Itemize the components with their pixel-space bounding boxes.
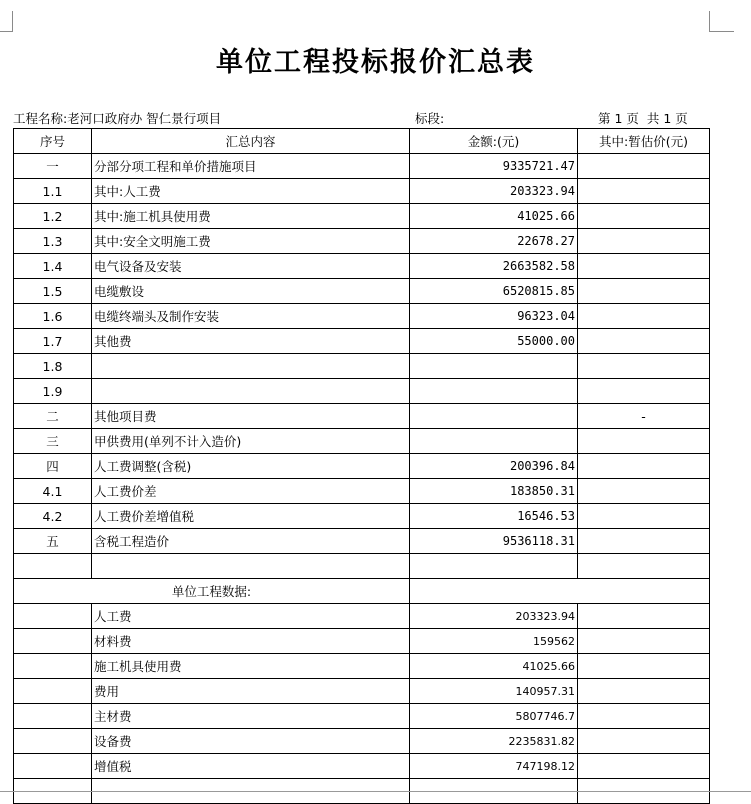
row-no: 1.1 [14, 179, 92, 204]
crop-mark-left-h [0, 31, 13, 32]
data-row [14, 679, 710, 704]
row-no: 四 [14, 454, 92, 479]
row-no: 1.5 [14, 279, 92, 304]
data-row-label: 费用 [92, 679, 410, 704]
data-row-provisional [578, 729, 710, 754]
row-content: 其中:施工机具使用费 [92, 204, 410, 229]
row-no: 1.8 [14, 354, 92, 379]
row-provisional [578, 354, 710, 379]
row-provisional [578, 154, 710, 179]
summary-table [13, 128, 710, 804]
row-content: 其他费 [92, 329, 410, 354]
data-row-label: 施工机具使用费 [92, 654, 410, 679]
data-row-amount: 159562 [410, 629, 578, 654]
data-row-no [14, 704, 92, 729]
data-row-provisional [578, 754, 710, 779]
data-row-label: 设备费 [92, 729, 410, 754]
row-content: 人工费价差 [92, 479, 410, 504]
crop-mark-right-v [709, 11, 710, 31]
table-row [14, 479, 710, 504]
header-amount: 金额:(元) [410, 129, 578, 154]
data-row-label: 增值税 [92, 754, 410, 779]
project-name: 工程名称:老河口政府办 智仁景行项目 [13, 111, 222, 126]
row-content [92, 379, 410, 404]
header-provisional: 其中:暂估价(元) [578, 129, 710, 154]
row-no: 三 [14, 429, 92, 454]
header-row [14, 129, 710, 154]
row-amount: 2663582.58 [410, 254, 578, 279]
table-row [14, 404, 710, 429]
header-no: 序号 [14, 129, 92, 154]
page-info: 第 1 页 共 1 页 [598, 111, 688, 126]
table-row [14, 279, 710, 304]
table-row [14, 229, 710, 254]
empty-cell [578, 579, 710, 604]
data-row-amount: 140957.31 [410, 679, 578, 704]
row-amount: 9536118.31 [410, 529, 578, 554]
row-provisional [578, 179, 710, 204]
section-label: 标段: [415, 111, 445, 126]
row-content: 其中:安全文明施工费 [92, 229, 410, 254]
row-provisional [578, 379, 710, 404]
row-content [92, 354, 410, 379]
row-amount: 16546.53 [410, 504, 578, 529]
row-amount: 183850.31 [410, 479, 578, 504]
row-no: 一 [14, 154, 92, 179]
header-content: 汇总内容 [92, 129, 410, 154]
data-row-label: 人工费 [92, 604, 410, 629]
row-amount [410, 429, 578, 454]
page-bottom-border [0, 791, 751, 792]
data-row-amount: 5807746.7 [410, 704, 578, 729]
row-content [92, 554, 410, 579]
data-row [14, 629, 710, 654]
data-row-amount: 203323.94 [410, 604, 578, 629]
row-no: 五 [14, 529, 92, 554]
row-amount: 9335721.47 [410, 154, 578, 179]
data-row-provisional [578, 704, 710, 729]
row-amount: 200396.84 [410, 454, 578, 479]
row-provisional [578, 429, 710, 454]
row-no: 二 [14, 404, 92, 429]
data-row [14, 729, 710, 754]
row-content: 含税工程造价 [92, 529, 410, 554]
row-provisional [578, 304, 710, 329]
row-content: 其中:人工费 [92, 179, 410, 204]
row-amount [410, 404, 578, 429]
row-content: 人工费调整(含税) [92, 454, 410, 479]
row-no: 4.1 [14, 479, 92, 504]
data-row [14, 704, 710, 729]
data-row-provisional [578, 629, 710, 654]
data-row-no [14, 679, 92, 704]
table-row [14, 504, 710, 529]
data-row [14, 604, 710, 629]
table-row [14, 529, 710, 554]
row-provisional [578, 254, 710, 279]
row-amount [410, 354, 578, 379]
row-no: 1.3 [14, 229, 92, 254]
page-title: 单位工程投标报价汇总表 [216, 47, 535, 78]
data-row-provisional [578, 654, 710, 679]
data-row-amount: 2235831.82 [410, 729, 578, 754]
table-row [14, 329, 710, 354]
data-row-no [14, 654, 92, 679]
row-amount: 22678.27 [410, 229, 578, 254]
table-row [14, 379, 710, 404]
data-row-no [14, 729, 92, 754]
data-row-label: 主材费 [92, 704, 410, 729]
row-provisional [578, 204, 710, 229]
row-amount [410, 554, 578, 579]
data-row [14, 754, 710, 779]
table-row [14, 154, 710, 179]
row-provisional [578, 329, 710, 354]
row-amount [410, 379, 578, 404]
crop-mark-right-h [709, 31, 734, 32]
row-provisional [578, 504, 710, 529]
data-row-amount: 747198.12 [410, 754, 578, 779]
table-row [14, 304, 710, 329]
table-row [14, 204, 710, 229]
table-row [14, 254, 710, 279]
row-no: 1.7 [14, 329, 92, 354]
data-row [14, 654, 710, 679]
row-content: 电缆终端头及制作安装 [92, 304, 410, 329]
row-provisional: - [578, 404, 710, 429]
data-row-no [14, 754, 92, 779]
row-provisional [578, 229, 710, 254]
row-no: 1.2 [14, 204, 92, 229]
row-no: 1.9 [14, 379, 92, 404]
row-amount: 41025.66 [410, 204, 578, 229]
row-provisional [578, 279, 710, 304]
data-row-provisional [578, 679, 710, 704]
table-row [14, 354, 710, 379]
row-content: 电缆敷设 [92, 279, 410, 304]
row-amount: 203323.94 [410, 179, 578, 204]
data-row-provisional [578, 604, 710, 629]
empty-cell [410, 579, 578, 604]
table-row [14, 554, 710, 579]
table-row [14, 454, 710, 479]
data-section-title-row [14, 579, 710, 604]
crop-mark-left-v [12, 11, 13, 31]
data-row-amount: 41025.66 [410, 654, 578, 679]
row-no: 4.2 [14, 504, 92, 529]
row-amount: 6520815.85 [410, 279, 578, 304]
row-content: 电气设备及安装 [92, 254, 410, 279]
row-no [14, 554, 92, 579]
row-provisional [578, 554, 710, 579]
row-content: 分部分项工程和单价措施项目 [92, 154, 410, 179]
row-content: 甲供费用(单列不计入造价) [92, 429, 410, 454]
row-amount: 55000.00 [410, 329, 578, 354]
data-section-title: 单位工程数据: [14, 579, 410, 604]
row-provisional [578, 479, 710, 504]
row-no: 1.6 [14, 304, 92, 329]
data-row-no [14, 604, 92, 629]
row-content: 其他项目费 [92, 404, 410, 429]
row-provisional [578, 529, 710, 554]
row-no: 1.4 [14, 254, 92, 279]
data-row-no [14, 629, 92, 654]
row-content: 人工费价差增值税 [92, 504, 410, 529]
table-row [14, 179, 710, 204]
data-row-label: 材料费 [92, 629, 410, 654]
table-row [14, 429, 710, 454]
row-amount: 96323.04 [410, 304, 578, 329]
row-provisional [578, 454, 710, 479]
